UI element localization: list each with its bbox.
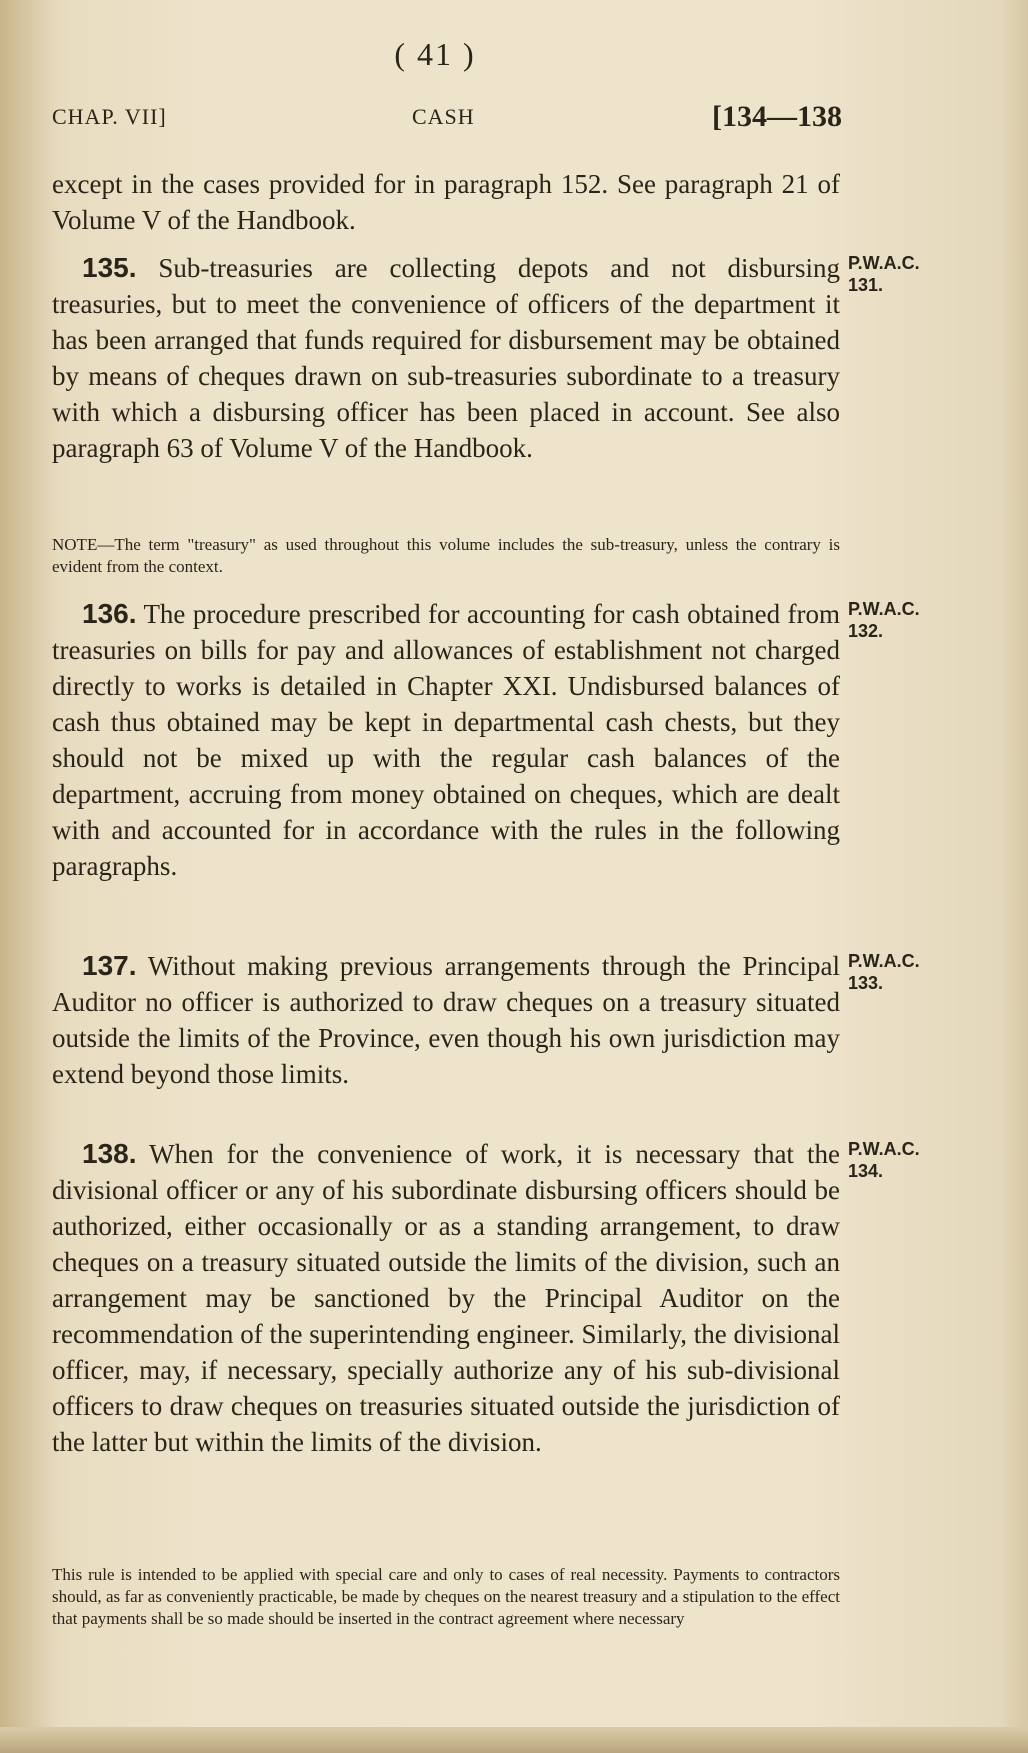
margin-reference-133 bbox=[848, 950, 968, 994]
margin-ref-code: P.W.A.C. bbox=[848, 599, 920, 619]
chapter-label: CHAP. VII] bbox=[52, 104, 167, 129]
margin-ref-number: 132. bbox=[848, 621, 884, 641]
margin-reference-131 bbox=[848, 252, 968, 296]
paragraph-number: 136. bbox=[82, 598, 137, 629]
margin-ref-number: 131. bbox=[848, 275, 884, 295]
margin-ref-code: P.W.A.C. bbox=[848, 951, 920, 971]
running-head bbox=[52, 100, 842, 140]
continuation-text: except in the cases provided for in paragraph 152. See paragraph 21 of Volume V of the Handbook. bbox=[52, 169, 840, 235]
paragraph-138 bbox=[52, 1136, 840, 1460]
margin-reference-134 bbox=[848, 1138, 968, 1182]
paragraph-range: [134—138 bbox=[712, 100, 842, 133]
page-bottom-edge bbox=[0, 1727, 1028, 1753]
margin-reference-132 bbox=[848, 598, 968, 642]
paragraph-135 bbox=[52, 250, 840, 466]
note-special-care: This rule is intended to be applied with special care and only to cases of real necessity. Payments to contractors should, as far as conveniently practicable, be made by cheques on the nearest treasury and a stipulation to the effect that payments shall be so made should be inserted in the contract agreement where necessary bbox=[52, 1565, 840, 1628]
paragraph-text: Sub-treasuries are collecting depots and not disbursing treasuries, but to meet the convenience of officers of the department it has been arranged that funds required for disbursement may be obtained by means of cheques drawn on sub-treasuries subordinate to a treasury with which a disbursing officer has been placed in account. See also paragraph 63 of Volume V of the Handbook. bbox=[52, 253, 840, 463]
paragraph-136 bbox=[52, 596, 840, 884]
paragraph-137 bbox=[52, 948, 840, 1092]
paragraph-number: 138. bbox=[82, 1138, 137, 1169]
page-number: ( 41 ) bbox=[394, 36, 476, 72]
note-treasury-term: NOTE—The term "treasury" as used throughout this volume includes the sub-treasury, unless the contrary is evident from the context. bbox=[52, 535, 840, 576]
paragraph-text: Without making previous arrangements through the Principal Auditor no officer is authorized to draw cheques on a treasury situated outside the limits of the Province, even though his own jurisdiction may extend beyond those limits. bbox=[52, 951, 841, 1089]
margin-ref-code: P.W.A.C. bbox=[848, 1139, 920, 1159]
margin-ref-code: P.W.A.C. bbox=[848, 253, 920, 273]
paragraph-number: 137. bbox=[82, 950, 137, 981]
margin-ref-number: 133. bbox=[848, 973, 884, 993]
paragraph-text: The procedure prescribed for accounting for cash obtained from treasuries on bills for pay and allowances of establishment not charged directly to works is detailed in Chapter XXI. Undisbursed balances of cash thus obtained may be kept in departmental cash chests, but they should not be mixed up with the regular cash balances of the department, accruing from money obtained on cheques, which are dealt with and accounted for in accordance with the rules in the following paragraphs. bbox=[52, 599, 841, 881]
paragraph-number: 135. bbox=[82, 252, 137, 283]
margin-ref-number: 134. bbox=[848, 1161, 884, 1181]
section-title: CASH bbox=[412, 104, 475, 129]
paragraph-text: When for the convenience of work, it is necessary that the divisional officer or any of his subordinate disbursing officers should be authorized, either occasionally or as a standing arrangement, to draw cheques on a treasury situated outside the limits of the division, such an arrangement may be sanctioned by the Principal Auditor on the recommendation of the superintending engineer. Similarly, the divisional officer, may, if necessary, specially authorize any of his sub-divisional officers to draw cheques on treasuries situated outside the jurisdiction of the latter but within the limits of the division. bbox=[52, 1139, 841, 1457]
